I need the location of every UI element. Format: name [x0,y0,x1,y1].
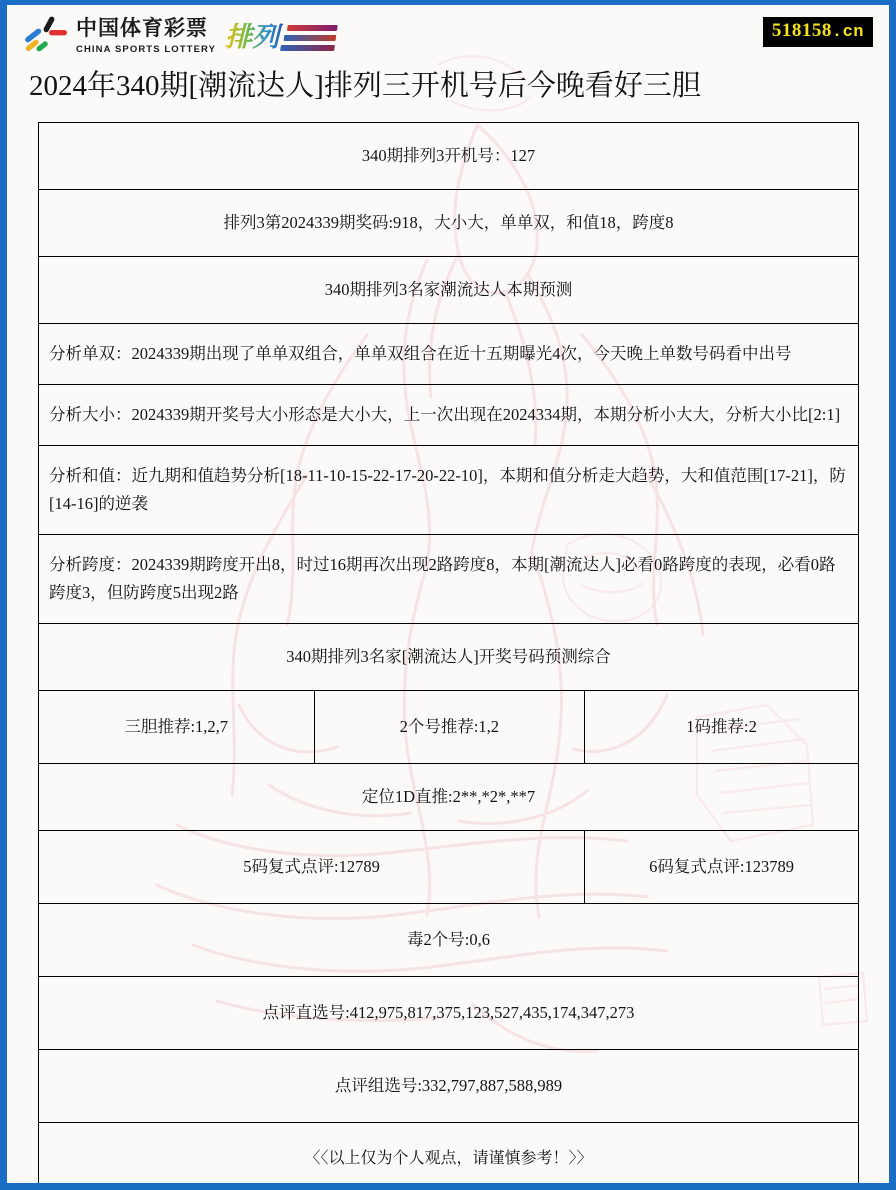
table-row [39,257,859,324]
analysis-span: 分析跨度：2024339期跨度开出8，时过16期再次出现2路跨度8，本期[潮流达人]必看0路跨度的表现，必看0路跨度3，但防跨度5出现2路 [49,555,836,602]
brand-name-cn: 中国体育彩票 [76,16,208,40]
analysis-odd-even: 分析单双：2024339期出现了单单双组合，单单双组合在近十五期曝光4次，今天晚上单数号码看中出号 [49,344,792,363]
kill-two-numbers: 毒2个号:0,6 [407,930,490,949]
analysis-sum-value: 分析和值：近九期和值趋势分析[18-11-10-15-22-17-20-22-10]，本期和值分析走大趋势，大和值范围[17-21]，防[14-16]的逆袭 [49,466,846,513]
analysis-big-small: 分析大小：2024339期开奖号大小形态是大小大，上一次出现在2024334期，本期分析小大大，分析大小比[2:1] [49,405,841,424]
summary-section-header: 340期排列3名家[潮流达人]开奖号码预测综合 [286,647,611,666]
table-row [39,123,859,190]
last-draw-result: 排列3第2024339期奖码:918，大小大，单单双，和值18，跨度8 [223,213,674,232]
five-code-review: 5码复式点评:12789 [243,857,380,876]
six-code-review: 6码复式点评:123789 [649,857,794,876]
forecast-section-header: 340期排列3名家潮流达人本期预测 [324,280,573,299]
open-machine-number: 340期排列3开机号：127 [361,146,536,165]
site-header [7,5,889,61]
brand-logo [23,11,347,58]
product-logo-pailiesan [225,14,347,58]
page-inner [7,5,889,1183]
prediction-table [38,122,859,1183]
table-row [39,535,859,624]
table-row [39,446,859,535]
table-row [39,977,859,1050]
sports-lottery-emblem-icon [23,16,69,56]
page-title: 2024年340期[潮流达人]排列三开机号后今晚看好三胆 [29,70,701,102]
position-1d-direct: 定位1D直推:2**,*2*,**7 [361,787,536,806]
table-row [39,385,859,446]
brand-name-en: CHINA SPORTS LOTTERY [76,43,217,55]
table-row [39,324,859,385]
site-url-name: 518158 [771,20,832,41]
table-row [39,1123,859,1184]
site-url-badge [763,17,873,47]
table-row [39,190,859,257]
direct-pick-numbers: 点评直选号:412,975,817,375,123,527,435,174,347,273 [262,1003,635,1022]
svg-text:排列: 排列 [225,22,280,52]
table-row [39,691,859,764]
table-row [39,764,859,831]
one-code-recommendation: 1码推荐:2 [686,717,757,736]
group-pick-numbers: 点评组选号:332,797,887,588,989 [334,1076,563,1095]
site-url-tld: .cn [831,23,864,42]
prediction-table-wrap [38,122,859,1183]
table-row [39,904,859,977]
two-numbers-recommendation: 2个号推荐:1,2 [399,717,500,736]
table-row [39,624,859,691]
three-dan-recommendation: 三胆推荐:1,2,7 [124,717,229,736]
brand-text [76,17,216,56]
table-row [39,831,859,904]
table-row [39,1050,859,1123]
disclaimer-note: 〈〈以上仅为个人观点，请谨慎参考！〉〉 [304,1150,593,1167]
